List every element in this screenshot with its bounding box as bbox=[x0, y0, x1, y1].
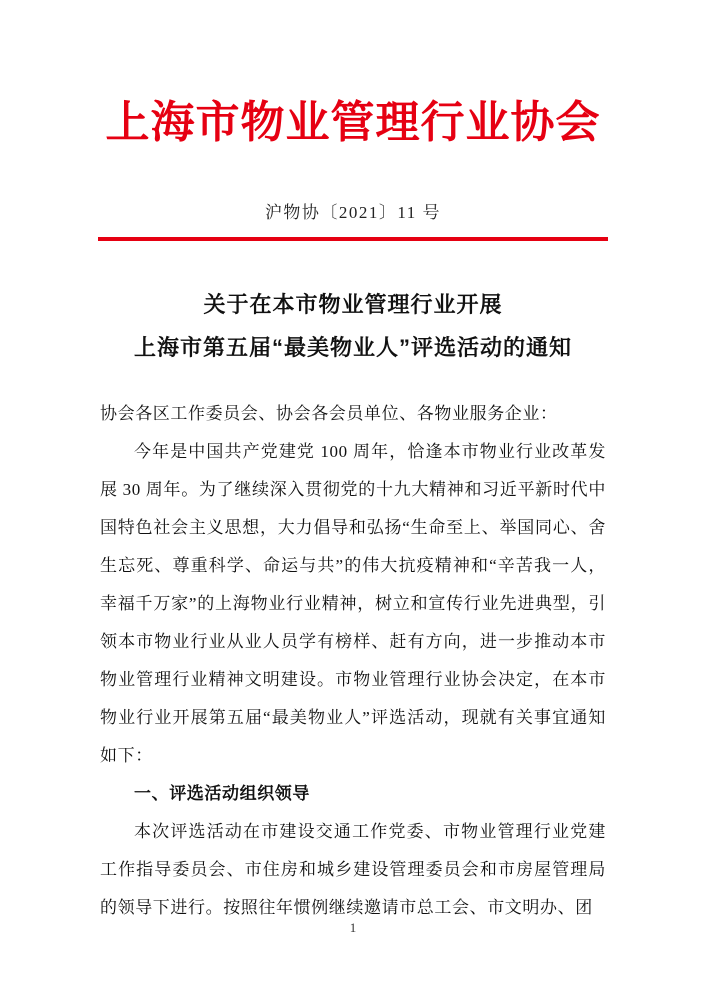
doc-title-line1: 关于在本市物业管理行业开展 bbox=[203, 291, 503, 317]
page-number: 1 bbox=[349, 920, 357, 935]
doc-title bbox=[0, 283, 706, 369]
letterhead-red-divider bbox=[98, 237, 608, 241]
salutation-line: 协会各区工作委员会、协会各会员单位、各物业服务企业： bbox=[100, 403, 558, 423]
section-heading-1: 一、评选活动组织领导 bbox=[134, 783, 310, 803]
doc-body bbox=[100, 395, 606, 927]
section-1-paragraph: 本次评选活动在市建设交通工作党委、市物业管理行业党建工作指导委员会、市住房和城乡建设管理委员会和市房屋管理局的领导下进行。按照往年惯例继续邀请市总工会、市文明办、团 bbox=[100, 821, 606, 917]
doc-title-line2: 上海市第五届“最美物业人”评选活动的通知 bbox=[133, 334, 572, 360]
org-letterhead-title: 上海市物业管理行业协会 bbox=[105, 98, 601, 147]
intro-paragraph: 今年是中国共产党建党 100 周年，恰逢本市物业行业改革发展 30 周年。为了继续深入贯彻党的十九大精神和习近平新时代中国特色社会主义思想，大力倡导和弘扬“生命至上、举国同心、舍生忘死、尊重科学、命运与共”的伟大抗疫精神和“辛苦我一人，幸福千万家”的上海物业行业精神，树立和宣传行业先进典型，引领本市物业行业从业人员学有榜样、赶有方向，进一步推动本市物业管理行业精神文明建设。市物业管理行业协会决定，在本市物业行业开展第五届“最美物业人”评选活动，现就有关事宜通知如下： bbox=[100, 441, 606, 765]
doc-reference-number: 沪物协〔2021〕11 号 bbox=[264, 202, 442, 222]
